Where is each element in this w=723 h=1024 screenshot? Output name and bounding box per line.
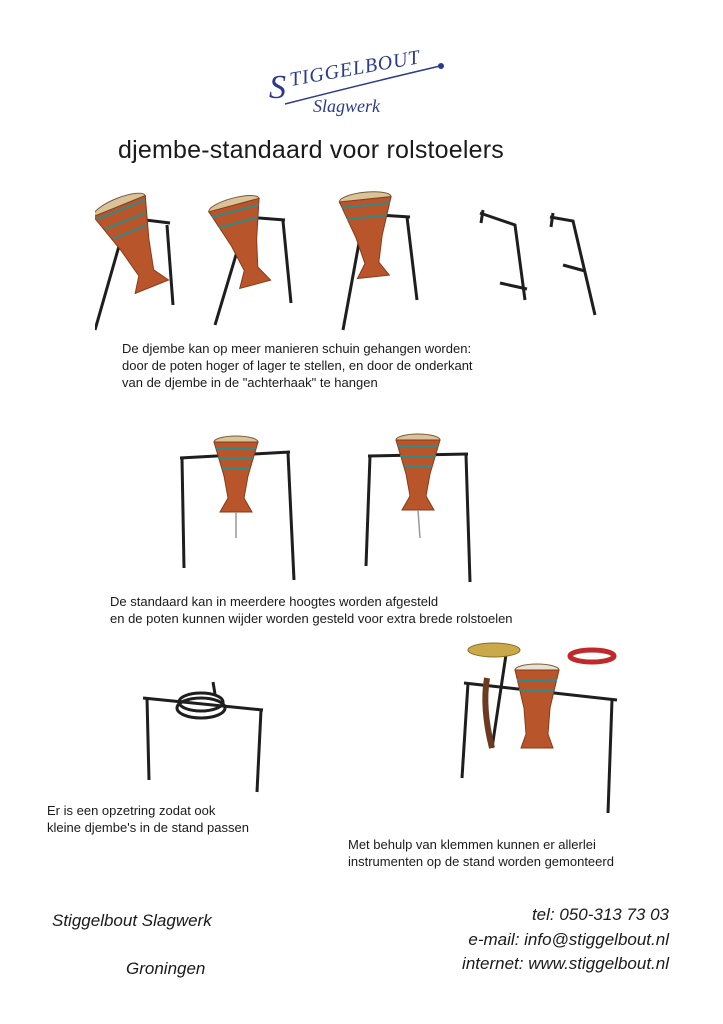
- svg-text:TIGGELBOUT: TIGGELBOUT: [288, 46, 423, 91]
- footer-email: e-mail: info@stiggelbout.nl: [468, 930, 669, 949]
- photo-height-adjust: [170, 428, 480, 586]
- caption-ring: Er is een opzetring zodat ook kleine djembe's in de stand passen: [47, 803, 249, 835]
- caption-clamps: Met behulp van klemmen kunnen er allerlei instrumenten op de stand worden gemonteerd: [348, 837, 614, 869]
- footer-city: Groningen: [126, 959, 206, 978]
- svg-text:S: S: [269, 69, 286, 106]
- photo-tilted-djembes: [95, 185, 615, 335]
- caption-height: De standaard kan in meerdere hoogtes worden afgesteld en de poten kunnen wijder worden gesteld voor extra brede rolstoelen: [110, 594, 513, 626]
- stiggelbout-logo: [255, 46, 455, 124]
- photo-adapter-ring: [135, 672, 270, 797]
- svg-text:Slagwerk: Slagwerk: [313, 96, 380, 116]
- caption-tilt: De djembe kan op meer manieren schuin gehangen worden: door de poten hoger of lager te stellen, en door de onderkant van de djembe in de "achterhaak" te hangen: [122, 341, 473, 390]
- footer-tel: tel: 050-313 73 03: [531, 905, 669, 924]
- page-title: djembe-standaard voor rolstoelers: [118, 136, 504, 164]
- photo-mounted-instruments: [452, 638, 632, 820]
- footer-company: Stiggelbout Slagwerk: [52, 911, 212, 930]
- footer-website: internet: www.stiggelbout.nl: [462, 954, 669, 973]
